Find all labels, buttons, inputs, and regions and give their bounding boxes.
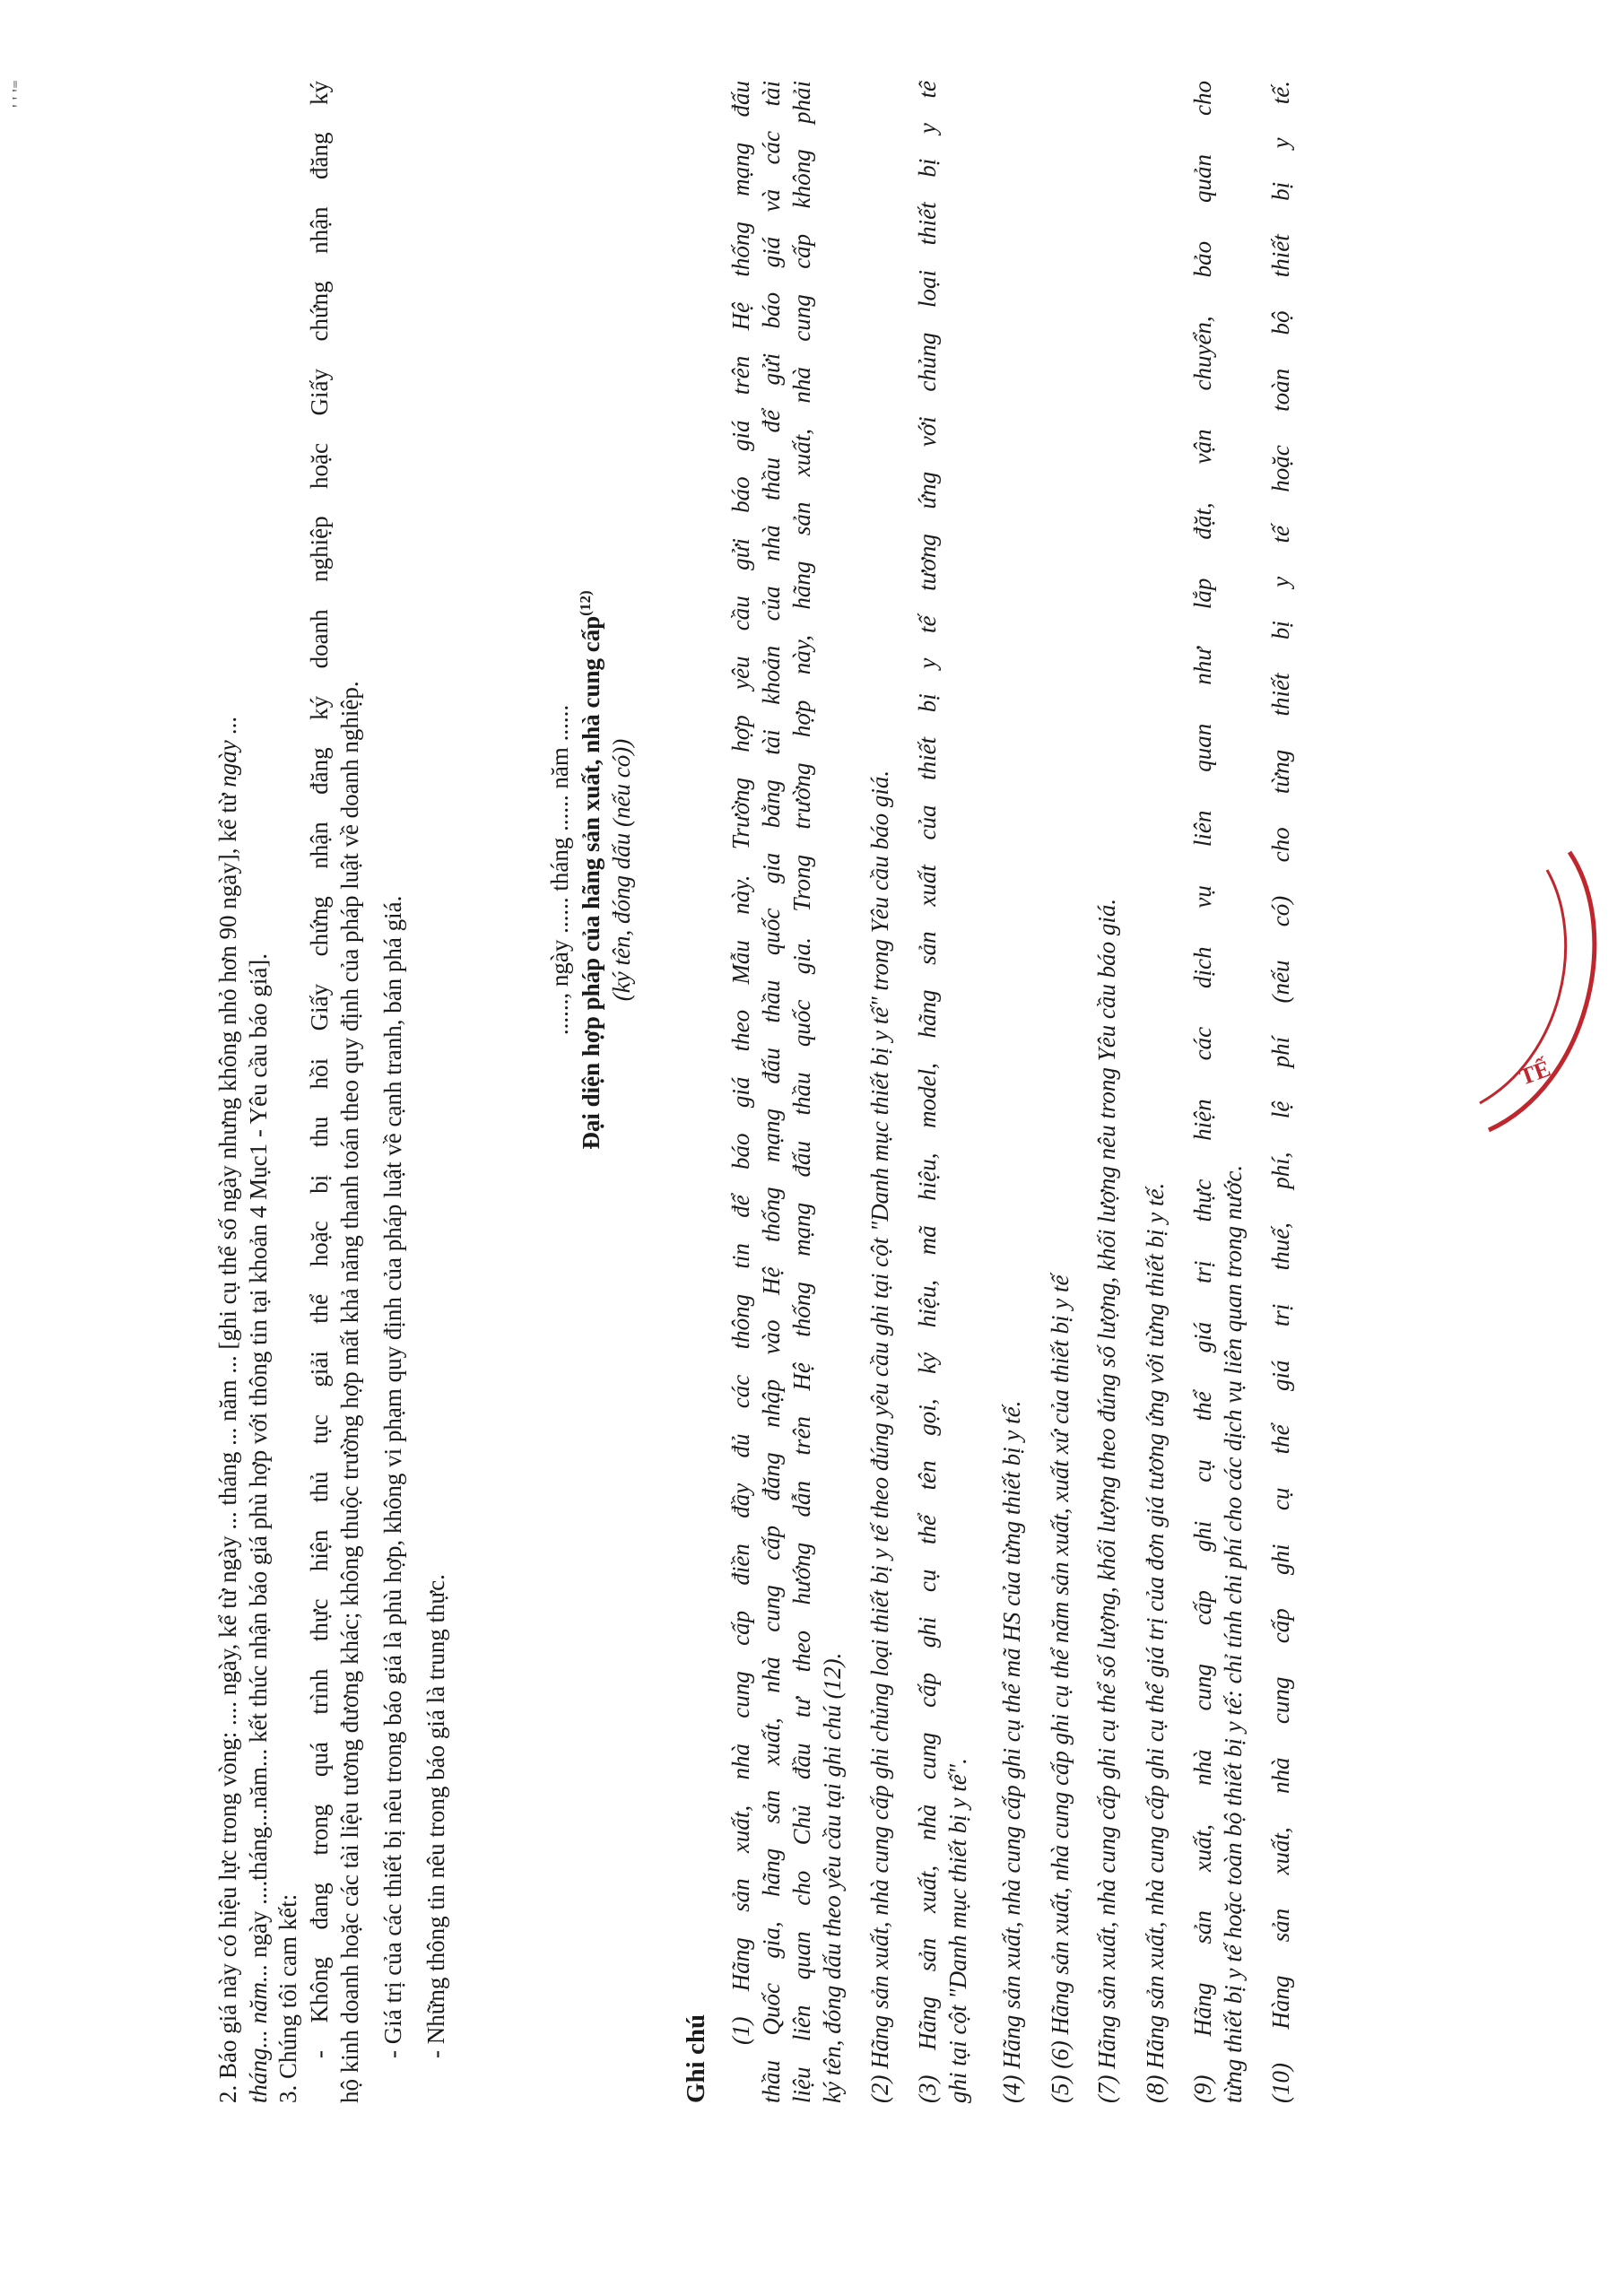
scan-corner-mark: ' ' '⁼ — [9, 79, 29, 108]
note-2: (2) Hãng sản xuất, nhà cung cấp ghi chủng loại thiết bị y tế theo đúng yêu cầu ghi tại cột "Danh mục thiết bị y tế" trong Yêu cầu báo giá. — [866, 770, 893, 2103]
note-9-line-1: (9) Hãng sản xuất, nhà cung cấp ghi cụ thể giá trị thực hiện các dịch vụ liên quan như lắp đặt, vận chuyển, bảo quản cho — [1189, 81, 1216, 2103]
validity-line-2 — [244, 953, 273, 2103]
red-seal-stamp — [1453, 843, 1617, 1139]
validity-text-tail: ngày ... — [214, 716, 241, 787]
seal-arc-outer — [1489, 852, 1595, 1130]
note-10: (10) Hàng sản xuất, nhà cung cấp ghi cụ thể giá trị thuế, phí, lệ phí (nếu có) cho từng thiết bị y tế hoặc toàn bộ thiết bị y tế. — [1267, 81, 1294, 2103]
validity-line-1 — [213, 76, 242, 2103]
note-5-6: (5) (6) Hãng sản xuất, nhà cung cấp ghi cụ thể năm sản xuất, xuất xứ của thiết bị y tế — [1047, 1274, 1074, 2103]
note-1-line-4: ký tên, đóng dấu theo yêu cầu tại ghi chú (12). — [819, 1652, 846, 2103]
signature-title-text: Đại diện hợp pháp của hãng sản xuất, nhà cung cấp — [578, 615, 604, 1150]
validity-end-text: ngày ....tháng...năm... kết thúc nhận báo giá phù hợp với thông tin tại khoản 4 Mục1 - Yêu cầu báo giá]. — [245, 952, 272, 1958]
signature-date-line: ......, ngày ...... tháng ...... năm ...... — [546, 704, 573, 1036]
note-4: (4) Hãng sản xuất, nhà cung cấp ghi cụ thể mã HS của từng thiết bị y tế. — [998, 1400, 1025, 2103]
note-3-line-1: (3) Hãng sản xuất, nhà cung cấp ghi cụ thể tên gọi, ký hiệu, mã hiệu, model, hãng sản xuất của thiết bị y tế tương ứng với chủng loại thiết bị y tế — [914, 81, 941, 2103]
validity-text: 2. Báo giá này có hiệu lực trong vòng: .... ngày, kể từ ngày ... tháng ... năm ... [ghi cụ thể số ngày nhưng không nhỏ hơn 90 ngày], kể từ — [214, 793, 241, 2103]
commitment-bullet-1-line-1: - Không đang trong quá trình thực hiện thủ tục giải thể hoặc bị thu hồi Giấy chứng nhận đăng ký doanh nghiệp hoặc Giấy chứng nhận đăng ký — [306, 81, 333, 2058]
note-7: (7) Hãng sản xuất, nhà cung cấp ghi cụ thể số lượng, khối lượng theo đúng số lượng, khối lượng nêu trong Yêu cầu báo giá. — [1093, 898, 1120, 2103]
seal-text: TẾ — [1516, 1055, 1554, 1091]
commitment-bullet-2: - Giá trị của các thiết bị nêu trong báo giá là phù hợp, không vi phạm quy định của pháp luật về cạnh tranh, bán phá giá. — [379, 895, 406, 2058]
signature-subtitle: (ký tên, đóng dấu (nếu có)) — [608, 738, 635, 1002]
note-8: (8) Hãng sản xuất, nhà cung cấp ghi cụ thể giá trị của đơn giá tương ứng với từng thiết bị y tế. — [1142, 1182, 1169, 2103]
commitment-heading: 3. Chúng tôi cam kết: — [274, 1893, 301, 2103]
notes-heading: Ghi chú — [682, 2013, 710, 2103]
signature-title-sup: (12) — [577, 590, 594, 616]
note-1-line-3: liệu liên quan cho Chủ đầu tư theo hướng dẫn trên Hệ thống mạng đấu thầu quốc gia. Trong trường hợp này, hãng sản xuất, nhà cung cấp không phải — [788, 81, 815, 2103]
signature-title — [577, 466, 605, 1274]
validity-date-italic: tháng... năm... — [245, 1963, 272, 2103]
note-1-line-1: (1) Hãng sản xuất, nhà cung cấp điền đầy đủ các thông tin để báo giá theo Mẫu này. Trường hợp yêu cầu gửi báo giá trên Hệ thống mạng đấu — [727, 81, 754, 2045]
commitment-bullet-3: - Những thông tin nêu trong báo giá là trung thực. — [422, 1574, 449, 2058]
note-1-line-2: thầu Quốc gia, hãng sản xuất, nhà cung cấp đăng nhập vào Hệ thống mạng đấu thầu quốc gia bằng tài khoản của nhà thầu để gửi báo giá và các tài — [758, 81, 785, 2103]
note-3-line-2: ghi tại cột "Danh mục thiết bị y tế". — [944, 1758, 971, 2103]
commitment-bullet-1-line-2: hộ kinh doanh hoặc các tài liệu tương đương khác; không thuộc trường hợp mất khả năng thanh toán theo quy định của pháp luật về doanh nghiệp. — [336, 681, 363, 2103]
note-9-line-2: từng thiết bị y tế hoặc toàn bộ thiết bị y tế: chỉ tính chi phí cho các dịch vụ liên quan trong nước. — [1220, 1164, 1247, 2103]
